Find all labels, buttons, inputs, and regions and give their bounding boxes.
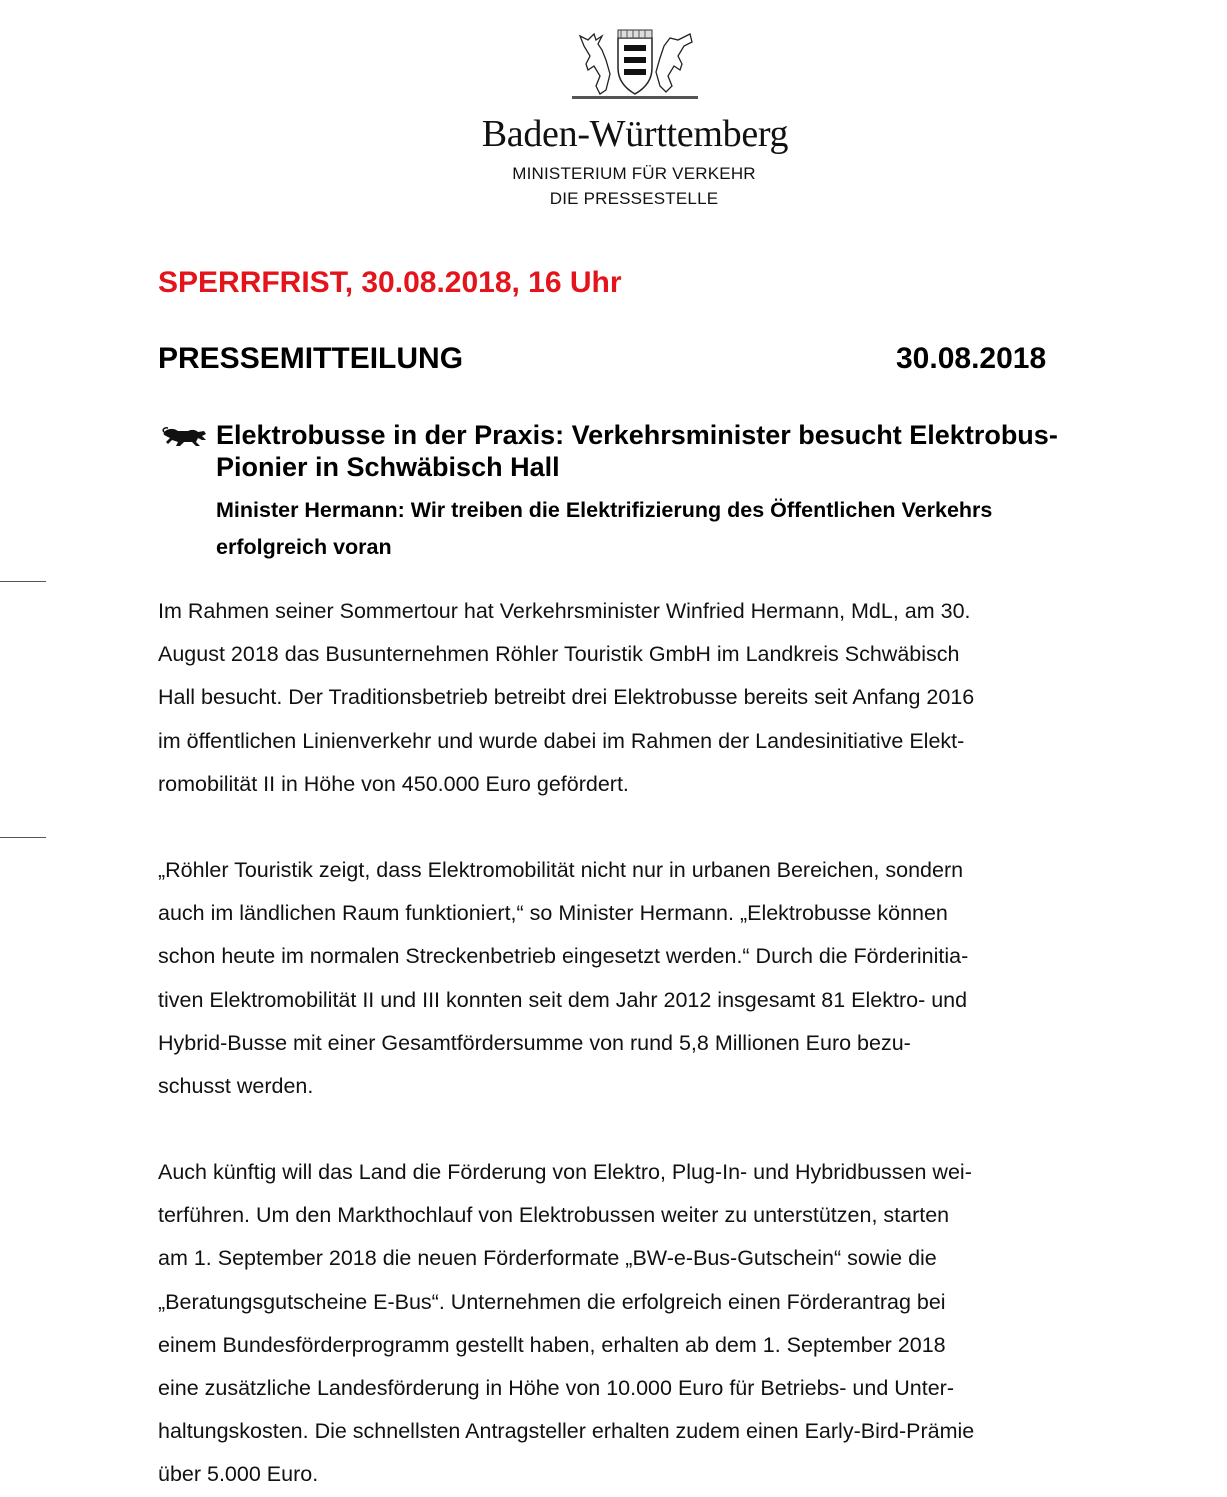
paragraph-line: terführen. Um den Markthochlauf von Elektrobussen weiter zu unterstützen, starten [158, 1203, 950, 1228]
paragraph-line: Hybrid-Busse mit einer Gesamtfördersumme von rund 5,8 Millionen Euro bezu- [158, 1030, 911, 1055]
paragraph-line: romobilität II in Höhe von 450.000 Euro gefördert. [158, 771, 629, 796]
paragraph-line: am 1. September 2018 die neuen Förderformate „BW-e-Bus-Gutschein“ sowie die [158, 1246, 937, 1271]
body-paragraph [158, 590, 1118, 806]
embargo-notice: SPERRFRIST, 30.08.2018, 16 Uhr [158, 266, 622, 299]
paragraph-line: auch im ländlichen Raum funktioniert,“ so Minister Hermann. „Elektrobusse können [158, 901, 948, 926]
subheadline-line: erfolgreich voran [216, 535, 392, 559]
paragraph-line: eine zusätzliche Landesförderung in Höhe von 10.000 Euro für Betriebs- und Unter- [158, 1376, 954, 1401]
brand-wordmark: Baden-Württemberg [481, 113, 789, 155]
headline-line: Pionier in Schwäbisch Hall [216, 452, 560, 482]
paragraph-line: Im Rahmen seiner Sommertour hat Verkehrsminister Winfried Hermann, MdL, am 30. [158, 599, 971, 623]
press-release-label: PRESSEMITTEILUNG [158, 342, 464, 375]
paragraph-line: August 2018 das Busunternehmen Röhler Touristik GmbH im Landkreis Schwäbisch [158, 642, 960, 667]
headline-line: Elektrobusse in der Praxis: Verkehrsminister besucht Elektrobus- [216, 420, 1058, 450]
subheadline-line: Minister Hermann: Wir treiben die Elektrifizierung des Öffentlichen Verkehrs [216, 498, 993, 522]
paragraph-line: einem Bundesförderprogramm gestellt haben, erhalten ab dem 1. September 2018 [158, 1332, 946, 1357]
paragraph-line: tiven Elektromobilität II und III konnten seit dem Jahr 2012 insgesamt 81 Elektro- und [158, 987, 968, 1012]
subheadline [216, 492, 1156, 566]
paragraph-line: Auch künftig will das Land die Förderung von Elektro, Plug-In- und Hybridbussen wei- [158, 1160, 972, 1184]
lion-icon [162, 426, 208, 448]
fold-mark [0, 581, 46, 582]
press-office-name: DIE PRESSESTELLE [549, 189, 719, 208]
paragraph-line: schusst werden. [158, 1074, 314, 1099]
paragraph-line: über 5.000 Euro. [158, 1462, 319, 1487]
punch-mark [0, 837, 46, 838]
press-release-date: 30.08.2018 [896, 342, 1047, 375]
headline [216, 419, 1156, 483]
body-paragraph [158, 1151, 1118, 1497]
paragraph-line: im öffentlichen Linienverkehr und wurde dabei im Rahmen der Landesinitiative Elekt- [158, 728, 965, 753]
paragraph-line: „Röhler Touristik zeigt, dass Elektromobilität nicht nur in urbanen Bereichen, sondern [158, 858, 964, 882]
paragraph-line: schon heute im normalen Streckenbetrieb eingesetzt werden.“ Durch die Förderinitia- [158, 944, 969, 969]
paragraph-line: „Beratungsgutscheine E-Bus“. Unternehmen die erfolgreich einen Förderantrag bei [158, 1289, 946, 1314]
ministry-name: MINISTERIUM FÜR VERKEHR [512, 164, 756, 183]
paragraph-line: haltungskosten. Die schnellsten Antragsteller erhalten zudem einen Early-Bird-Prämie [158, 1419, 975, 1444]
coat-of-arms-icon [568, 26, 702, 102]
body-paragraph [158, 849, 1118, 1108]
paragraph-line: Hall besucht. Der Traditionsbetrieb betreibt drei Elektrobusse bereits seit Anfang 2016 [158, 685, 975, 710]
